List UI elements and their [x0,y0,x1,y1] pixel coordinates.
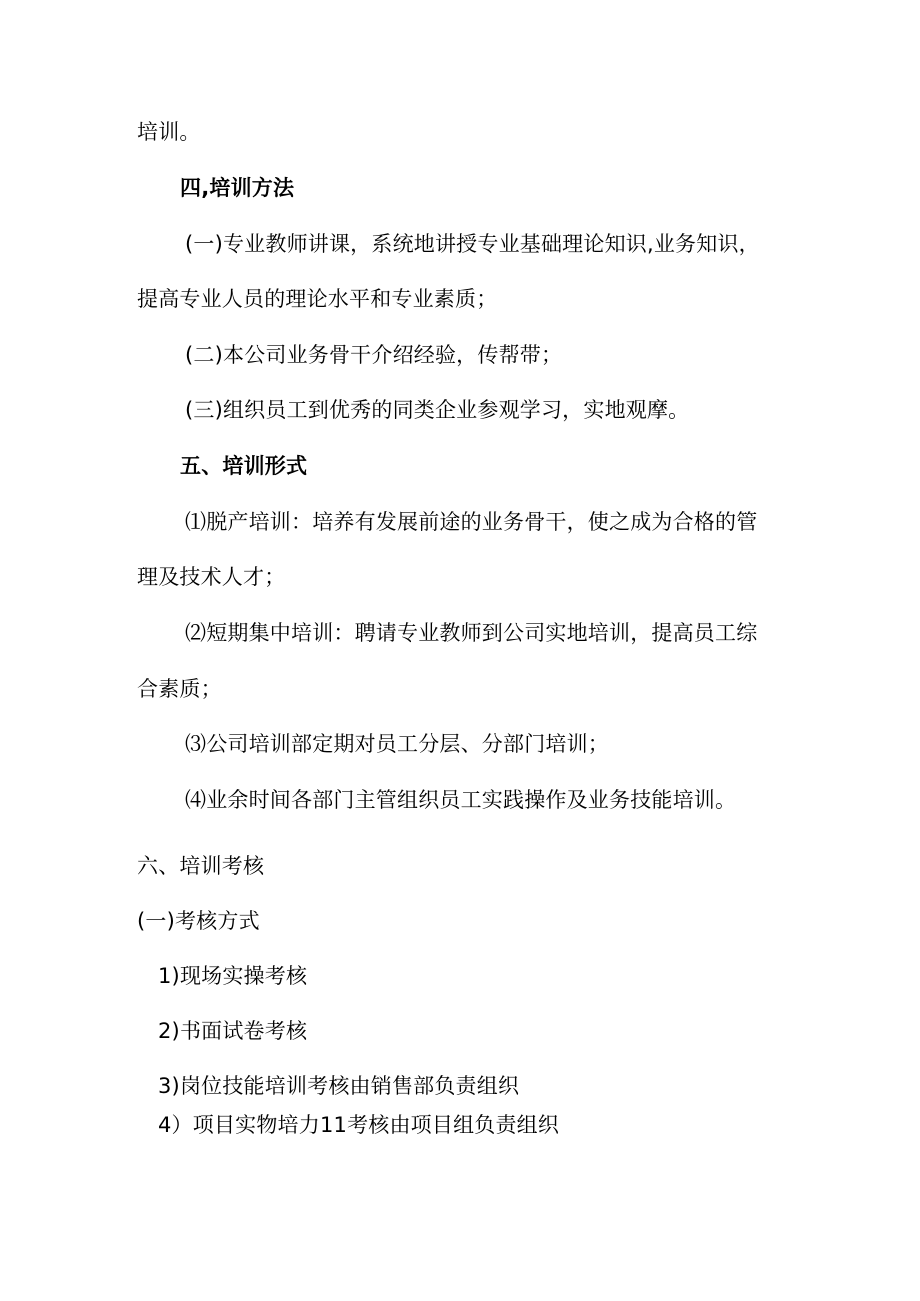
assessment-item-2: 2)书面试卷考核 [158,1019,308,1043]
form-item-2-continuation: 合素质； [137,677,222,701]
method-item-1: (一)专业教师讲课，系统地讲授专业基础理论知识,业务知识， [185,232,760,256]
form-item-1: ⑴脱产培训：培养有发展前途的业务骨干，使之成为合格的管 [185,510,758,534]
paragraph-continuation: 培训。 [137,120,201,144]
form-item-2: ⑵短期集中培训：聘请专业教师到公司实地培训，提高员工综 [185,621,758,645]
form-item-4: ⑷业余时间各部门主管组织员工实践操作及业务技能培训。 [185,788,737,812]
method-item-1-continuation: 提高专业人员的理论水平和专业素质； [137,287,498,311]
form-item-1-continuation: 理及技术人才； [137,565,286,589]
section-heading-training-forms: 五、培训形式 [180,454,308,478]
assessment-item-1: 1)现场实操考核 [158,964,308,988]
form-item-3: ⑶公司培训部定期对员工分层、分部门培训； [185,732,609,756]
subsection-heading-assessment-methods: (一)考核方式 [137,909,260,933]
section-heading-training-methods: 四,培训方法 [180,176,295,200]
assessment-item-4: 4）项目实物培力11考核由项目组负责组织 [158,1113,560,1137]
section-heading-training-assessment: 六、培训考核 [137,854,265,878]
method-item-3: (三)组织员工到优秀的同类企业参观学习，实地观摩。 [185,398,690,422]
assessment-item-3: 3)岗位技能培训考核由销售部负责组织 [158,1074,520,1098]
method-item-2: (二)本公司业务骨干介绍经验，传帮带； [185,343,563,367]
